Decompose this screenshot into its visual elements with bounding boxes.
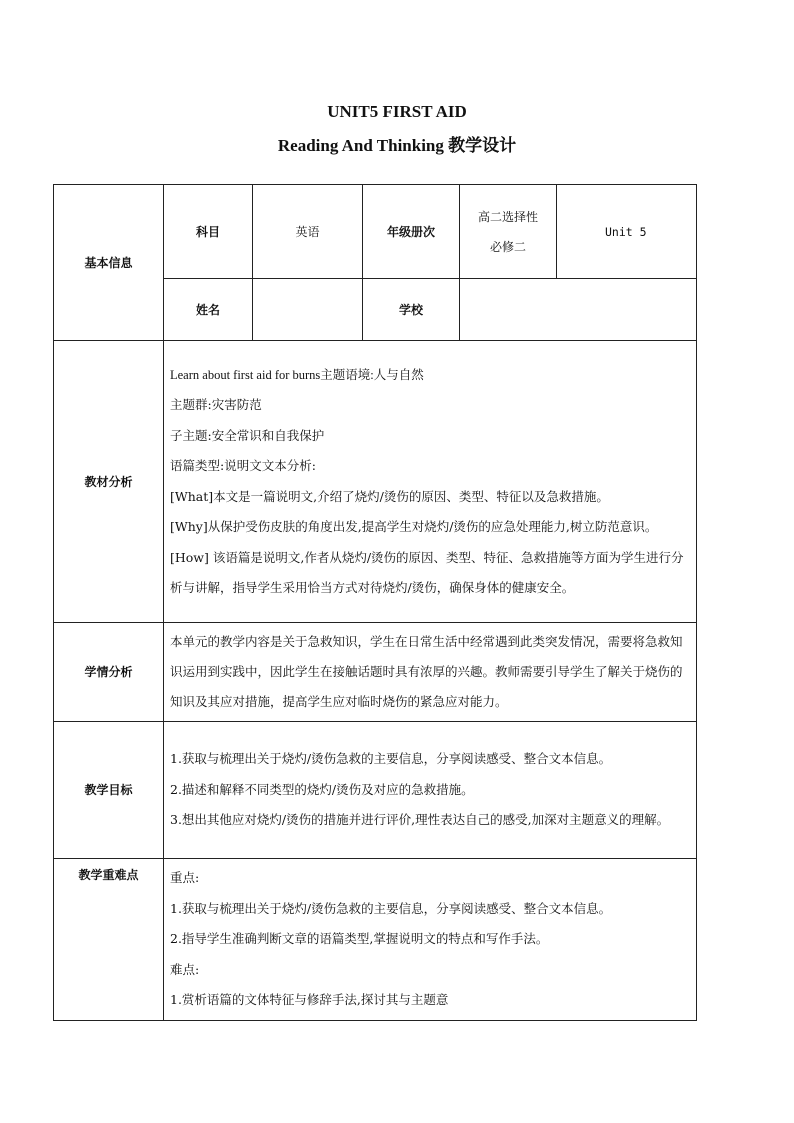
material-line: Learn about first aid for burns主题语境:人与自然 [170,367,424,382]
learner-analysis-content [164,623,697,722]
grade-value-line2: 必修二 [489,239,526,254]
material-line: [Why]从保护受伤皮肤的角度出发,提高学生对烧灼/烫伤的应急处理能力,树立防范意识。 [170,519,658,534]
key-point-line: 重点: [170,870,200,885]
name-label: 姓名 [164,279,253,341]
material-line: 语篇类型:说明文文本分析: [170,458,316,473]
learner-analysis-text: 本单元的教学内容是关于急救知识，学生在日常生活中经常遇到此类突发情况，需要将急救知识运用到实践中，因此学生在接触话题时具有浓厚的兴趣。教师需要引导学生了解关于烧伤的知识及其应对措施，提高学生应对临时烧伤的紧急应对能力。 [170,634,683,709]
material-analysis-content [164,341,697,623]
teaching-goals-label: 教学目标 [54,722,164,859]
lesson-plan-table [53,184,697,1021]
key-points-content [164,859,697,1021]
key-point-line: 2.指导学生准确判断文章的语篇类型,掌握说明文的特点和写作手法。 [170,931,549,946]
key-point-line: 1.获取与梳理出关于烧灼/烫伤急救的主要信息，分享阅读感受、整合文本信息。 [170,900,612,916]
document-title: UNIT5 FIRST AID [327,102,467,121]
basic-info-label: 基本信息 [54,185,164,341]
name-value [253,279,363,341]
key-point-line: 难点: [170,961,200,977]
material-line: [How] 该语篇是说明文,作者从烧灼/烫伤的原因、类型、特征、急救措施等方面为学生进行分析与讲解，指导学生采用恰当方式对待烧灼/烫伤，确保身体的健康安全。 [170,549,684,595]
goal-item: 3.想出其他应对烧灼/烫伤的措施并进行评价,理性表达自己的感受,加深对主题意义的理解。 [170,812,670,828]
grade-value [460,185,557,279]
material-line: 主题群:灾害防范 [170,397,262,412]
subject-value: 英语 [253,185,363,279]
document-subtitle: Reading And Thinking 教学设计 [277,136,517,155]
grade-label: 年级册次 [363,185,460,279]
goal-item: 1.获取与梳理出关于烧灼/烫伤急救的主要信息，分享阅读感受、整合文本信息。 [170,751,612,767]
material-line: [What]本文是一篇说明文,介绍了烧灼/烫伤的原因、类型、特征以及急救措施。 [170,488,609,504]
learner-analysis-label: 学情分析 [54,623,164,722]
material-analysis-label: 教材分析 [54,341,164,623]
key-point-line: 1.赏析语篇的文体特征与修辞手法,探讨其与主题意 [170,992,449,1007]
subject-label: 科目 [164,185,253,279]
school-value [460,279,697,341]
grade-value-line1: 高二选择性 [477,209,538,224]
key-points-label: 教学重难点 [54,859,164,1021]
material-line: 子主题:安全常识和自我保护 [170,427,325,443]
goal-item: 2.描述和解释不同类型的烧灼/烫伤及对应的急救措施。 [170,781,474,797]
teaching-goals-content [164,722,697,859]
unit-value: Unit 5 [557,185,697,279]
school-label: 学校 [363,279,460,341]
